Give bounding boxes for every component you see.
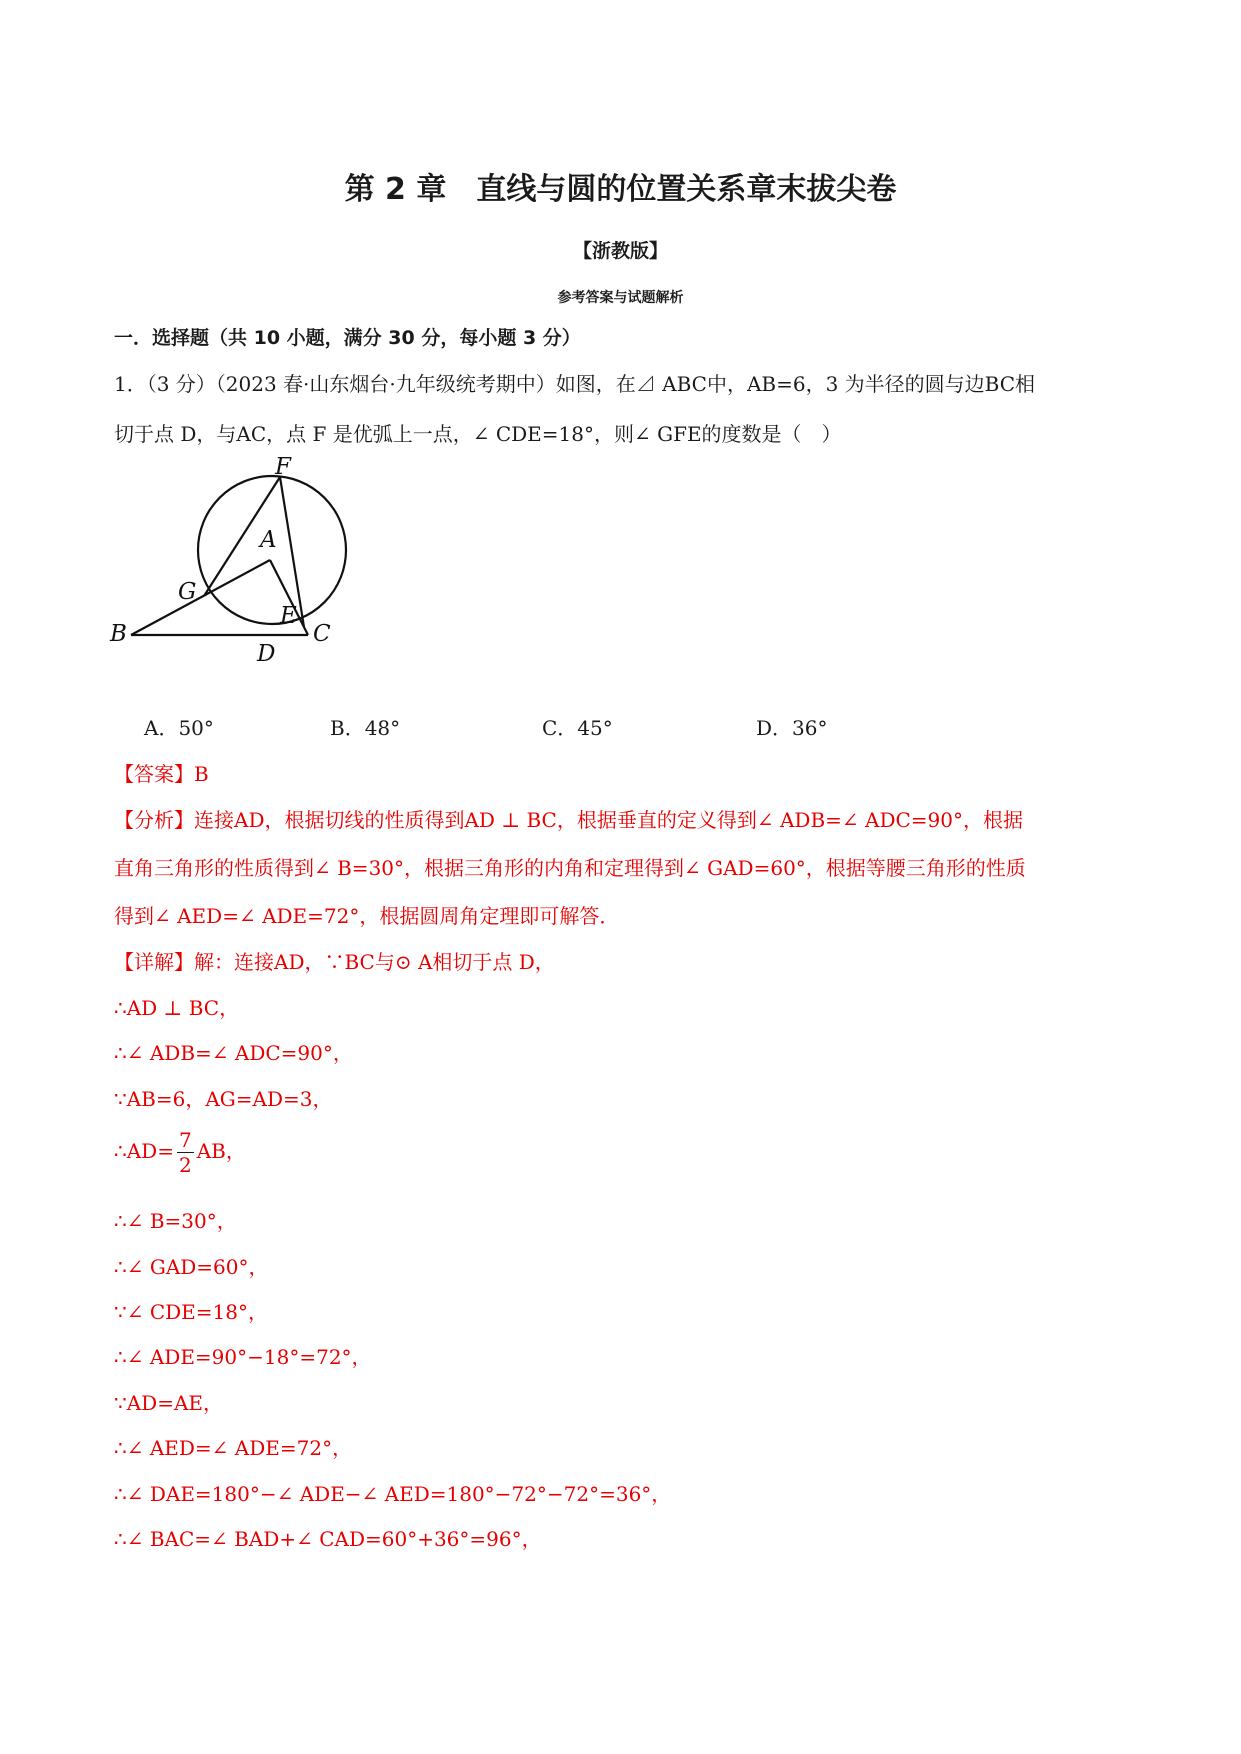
solution-line-6: ∴∠ GAD=60°， <box>114 1255 269 1279</box>
page-subtitle: 参考答案与试题解析 <box>557 290 684 306</box>
geometry-figure <box>100 455 360 670</box>
fraction-suffix: AB， <box>196 1139 246 1163</box>
label-E: E <box>280 603 297 629</box>
solution-fraction-line <box>114 1128 246 1177</box>
option-d: D．36° <box>756 716 828 740</box>
page-title: 第 2 章 直线与圆的位置关系章末拔尖卷 <box>344 172 897 207</box>
option-b: B．48° <box>330 716 401 740</box>
label-D: D <box>257 641 276 667</box>
label-A: A <box>260 527 277 553</box>
fraction-prefix: ∴AD= <box>114 1139 174 1163</box>
option-c: C．45° <box>542 716 613 740</box>
label-F: F <box>275 455 291 480</box>
question-stem-line-2: 切于点 D，与AC，点 F 是优弧上一点，∠ CDE=18°，则∠ GFE的度数是（ ） <box>114 422 842 446</box>
solution-line-4: ∵AB=6，AG=AD=3， <box>114 1087 333 1111</box>
label-B: B <box>110 621 127 647</box>
analysis-line-3: 得到∠ AED=∠ ADE=72°，根据圆周角定理即可解答． <box>114 904 620 928</box>
solution-line-11: ∴∠ DAE=180°−∠ ADE−∠ AED=180°−72°−72°=36°， <box>114 1482 672 1506</box>
solution-line-5: ∴∠ B=30°， <box>114 1209 237 1233</box>
solution-line-3: ∴∠ ADB=∠ ADC=90°， <box>114 1041 353 1065</box>
solution-line-7: ∵∠ CDE=18°， <box>114 1300 268 1324</box>
solution-line-10: ∴∠ AED=∠ ADE=72°， <box>114 1436 353 1460</box>
solution-line-8: ∴∠ ADE=90°−18°=72°， <box>114 1345 372 1369</box>
solution-line-12: ∴∠ BAC=∠ BAD+∠ CAD=60°+36°=96°， <box>114 1527 542 1551</box>
answer-text: 【答案】B <box>114 762 209 786</box>
solution-line-2: ∴AD ⊥ BC， <box>114 996 240 1020</box>
option-a: A．50° <box>144 716 214 740</box>
edition-label: 【浙教版】 <box>572 240 668 262</box>
solution-line-9: ∵AD=AE， <box>114 1391 224 1415</box>
label-C: C <box>313 621 331 647</box>
analysis-line-1: 【分析】连接AD，根据切线的性质得到AD ⊥ BC，根据垂直的定义得到∠ ADB=∠ ADC=90°，根据 <box>114 808 1024 832</box>
section-heading: 一．选择题（共 10 小题，满分 30 分，每小题 3 分） <box>114 327 581 349</box>
solution-line-1: 【详解】解：连接AD，∵BC与⊙ A相切于点 D， <box>114 950 555 974</box>
fraction <box>177 1128 194 1177</box>
analysis-line-2: 直角三角形的性质得到∠ B=30°，根据三角形的内角和定理得到∠ GAD=60°，根据等腰三角形的性质 <box>114 856 1026 880</box>
question-stem-line-1: 1．（3 分）（2023 春·山东烟台·九年级统考期中）如图，在⊿ ABC中，AB=6，3 为半径的圆与边BC相 <box>114 372 1036 396</box>
fraction-numerator: 7 <box>178 1128 192 1152</box>
label-G: G <box>178 579 197 605</box>
fraction-denominator: 2 <box>178 1153 192 1177</box>
